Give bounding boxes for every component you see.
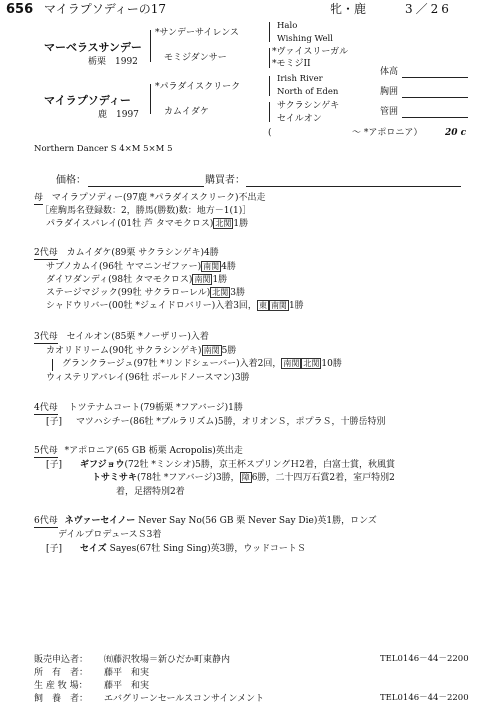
region-badge: 南関 (194, 275, 211, 284)
breeder: 藤平 和実 (104, 681, 150, 691)
inbreeding: Northern Dancer S 4×M 5×M 5 (34, 144, 173, 154)
list-item: グランクラージュ(97牡 *リンドシェーバー)入着2回， 南関 北関 10勝 (62, 359, 342, 369)
birthdate: 3／26 (405, 2, 452, 16)
seller-label: 販売申込者： (34, 655, 89, 665)
sire-dam: モミジダンサー (164, 53, 227, 63)
section-label: 5代母 (34, 446, 58, 456)
list-item: サブノカムイ(96牡 ヤマニンゼファー) 南関 4勝 (46, 262, 236, 272)
fourth-dam-head: トツテナムコート(79栃栗 *フアバージ)1勝 (68, 403, 243, 413)
region-badge: 南関 (270, 301, 287, 310)
dam-dam: カムイダケ (164, 107, 209, 117)
region-badge: 北関 (303, 359, 320, 368)
list-item: [子] セイズ Sayes(67牡 Sing Sing)英3勝，ウッドコートＳ (46, 544, 306, 554)
dam-stats: ［産駒馬名登録数：2，勝馬(勝数)数：地方－1(1)］ (40, 206, 252, 216)
fifth-dam-head: *アポロニア(65 GB 栃栗 Acropolis)英出走 (64, 446, 243, 456)
family-number: 20 c (445, 128, 467, 138)
dam-name: マイラプソディー (44, 94, 131, 107)
girth-field[interactable] (402, 97, 468, 98)
list-item-cont: 着，足摺特別2着 (116, 487, 185, 497)
sixth-dam-name: ネヴァーセイノー (64, 516, 136, 526)
region-badge: 北関 (212, 288, 229, 297)
list-item: シャドウリバー(00牡 *ジェイドロバリー)入着3回， 東 南関 1勝 (46, 301, 304, 311)
dam-dam-sire: サクラシンゲキ (277, 101, 340, 111)
list-item: トサミサキ(78牡 *フアバージ)3勝， 障 6勝，二十四万石賞2着，室戸特別2 (92, 473, 395, 483)
list-item: ステージマジック(99牡 サクラローレル) 北関 3勝 (46, 288, 245, 298)
sire-sire-sire: Halo (277, 21, 298, 31)
dam-dam-dam: セイルオン (277, 114, 322, 124)
list-item: ウィステリアバレイ(96牡 ボールドノースマン)3勝 (46, 373, 250, 383)
sire-dam-dam: *モミジII (272, 59, 311, 69)
section-label: 6代母 (34, 516, 58, 526)
region-badge: 北関 (215, 219, 232, 228)
region-badge: 障 (241, 473, 250, 482)
list-item: ダイワダンディ(98牡 タマモクロス) 南関 1勝 (46, 275, 228, 285)
dam-sire-dam: North of Eden (277, 87, 339, 97)
buyer-label: 購買者： (205, 175, 245, 186)
sex-color: 牝・鹿 (330, 2, 367, 16)
buyer-field[interactable] (246, 186, 461, 187)
consignor: エバグリーンセールスコンサインメント (104, 694, 265, 704)
second-dam-head: カムイダケ(89栗 サクラシンゲキ)4勝 (66, 248, 219, 258)
list-item: [子] マツハシチー(86牡 *ブルラリズム)5勝，オリオンＳ，ポプラＳ，十勝岳特別 (46, 417, 386, 427)
family-ancestor: ～ *アポロニア） (352, 128, 423, 138)
seller: ㈲藤沢牧場＝新ひだか町東静内 (104, 655, 231, 665)
family-open-paren: ( (268, 128, 272, 138)
consignor-phone: TEL0146－44－2200 (380, 693, 469, 703)
price-field[interactable] (88, 186, 204, 187)
sire-dam-sire: *ヴァイスリーガル (272, 47, 349, 57)
dam-info: 鹿 1997 (98, 110, 139, 120)
owner-label: 所 有 者： (34, 668, 89, 678)
sire-info: 栃栗 1992 (88, 57, 138, 67)
dam-line: マイラプソディー(97鹿 *パラダイスクリーク)不出走 (51, 193, 266, 203)
sixth-dam-head: Never Say No(56 GB 栗 Never Say Die)英1勝，ロンズ (138, 516, 377, 526)
cannon-field[interactable] (402, 117, 468, 118)
lot-title: マイラプソディーの17 (44, 2, 167, 16)
consignor-label: 飼 養 者： (34, 694, 89, 704)
dam-sire-sire: Irish River (277, 74, 323, 84)
section-label: 2代母 (34, 248, 58, 258)
price-label: 価格： (56, 175, 86, 186)
region-badge: 南関 (203, 262, 220, 271)
seller-phone: TEL0146－44－2200 (380, 654, 469, 664)
section-label: 3代母 (34, 332, 58, 342)
section-label: 4代母 (34, 403, 58, 413)
list-item: パラダイスバレイ(01牡 芦 タマモクロス) 北関 1勝 (46, 219, 249, 229)
dam-sire: *パラダイスクリーク (155, 82, 241, 92)
height-field[interactable] (402, 77, 468, 78)
list-item: [子] ギフジョウ(72牡 *ミンシオ)5勝，京王杯スプリングＨ2着，白富士賞，秋風賞 (46, 460, 396, 470)
section-label: 母 (34, 193, 44, 203)
sire-sire-dam: Wishing Well (277, 34, 333, 44)
region-badge: 南関 (283, 359, 300, 368)
list-item: カオリドリーム(90牝 サクラシンゲキ) 南関 5勝 (46, 346, 237, 356)
owner: 藤平 和実 (104, 668, 150, 678)
region-badge: 東 (258, 301, 267, 310)
height-label: 体高 (380, 67, 399, 77)
breeder-label: 生 産 牧 場： (34, 681, 88, 691)
sire-name: マーベラスサンデー (44, 41, 142, 54)
sixth-dam-cont: デイルプロデュースＳ3着 (58, 530, 162, 540)
sire-sire: *サンデーサイレンス (155, 28, 239, 38)
girth-label: 胸囲 (380, 87, 399, 97)
third-dam-head: セイルオン(85栗 *ノーザリー)入着 (66, 332, 209, 342)
region-badge: 南関 (203, 346, 220, 355)
cannon-label: 管囲 (380, 107, 399, 117)
lot-number: 656 (6, 2, 34, 17)
